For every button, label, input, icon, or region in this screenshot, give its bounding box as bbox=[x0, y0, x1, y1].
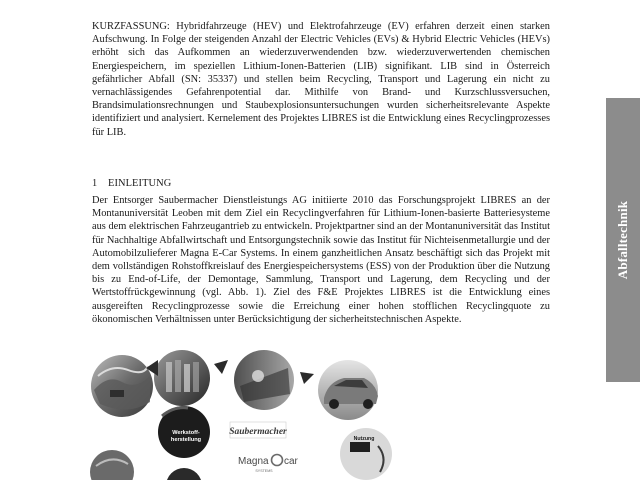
magna-logo-right: car bbox=[284, 456, 298, 467]
werkstoff-label-line1: Werkstoff- bbox=[172, 430, 200, 436]
side-tab-label: Abfalltechnik bbox=[615, 200, 630, 280]
production-photo bbox=[234, 350, 294, 410]
abstract-block bbox=[92, 20, 550, 139]
werkstoff-label-line2: herstellung bbox=[170, 437, 202, 443]
nutzung-node bbox=[340, 428, 392, 480]
magna-ecar-logo bbox=[238, 455, 299, 474]
introduction-text: Der Entsorger Saubermacher Dienstleistungs AG initiierte 2010 das Forschungsprojekt LIBRES an der Montanuniversität Leoben mit dem Ziel ein Recyclingverfahren für Lithium-Ionen-basierte Batteriesysteme aus dem elektrischen Fahrzeugantrieb zu entwickeln. Projektpartner sind an der Montanuniversität das Institut für Nachhaltige Abfallwirtschaft und Entsorgungstechnik sowie das Institut für Nichteisenmetallurgie und der Automobilzulieferer Magna E-Car Systems. In einem ganzheitlichen Ansatz beschäftigt sich das Projekt mit dem vollständigen Rohstoffkreislauf des Energiespeichersystems (ESS) von der Produktion über die Nutzung bis zu End-of-Life, der Demontage, Sammlung, Transport und Lagerung, dem Recycling und der Wertstoffrückgewinnung (vgl. Abb. 1). Ziel des F&E Projektes LIBRES ist die Entwicklung eines ausgereiften Recyclingprozesse sowie die Erreichung einer hohen stofflichen Recyclingquote zu ökonomischen Verhältnissen unter Berücksichtigung der sicherheitstechnischen Aspekte. bbox=[92, 195, 550, 325]
section-number: 1 bbox=[92, 178, 98, 189]
magna-logo-sub: SYSTEMS bbox=[255, 469, 273, 473]
nutzung-label: Nutzung bbox=[353, 436, 375, 442]
saubermacher-logo bbox=[229, 422, 287, 438]
side-tab bbox=[606, 98, 640, 382]
lifecycle-diagram bbox=[88, 346, 418, 480]
section-title: EINLEITUNG bbox=[108, 178, 172, 189]
collection-photo-partial bbox=[166, 468, 202, 480]
electric-car-photo bbox=[318, 360, 378, 420]
section-heading bbox=[92, 177, 171, 190]
magna-logo-left: Magna bbox=[238, 456, 269, 467]
figure-1-lifecycle bbox=[88, 346, 418, 480]
battery-cells-photo bbox=[154, 350, 210, 406]
recycling-photo-partial bbox=[90, 450, 134, 480]
introduction-block bbox=[92, 194, 550, 326]
werkstoffherstellung-node bbox=[158, 406, 210, 458]
saubermacher-logo-text: Saubermacher bbox=[229, 427, 287, 437]
mining-photo-circle bbox=[91, 355, 153, 417]
abstract-text: KURZFASSUNG: Hybridfahrzeuge (HEV) und Elektrofahrzeuge (EV) erfahren derzeit einen starken Aufschwung. In Folge der steigenden Anzahl der Electric Vehicles (EVs) & Hybrid Electric Vehicles (HEVs) erhöht sich das Aufkommen an wiederzuverwendenden bzw. wiederzuverwertenden chemischen Energiespeichern, im speziellen Lithium-Ionen-Batterien (LIB) signifikant. LIB sind in Österreich gefährlicher Abfall (SN: 35337) und stellen beim Recycling, Transport und Lagerung ein nicht zu vernachlässigendes Gefahrenpotential dar. Mithilfe von Brand- und Kurzschlussversuchen, Brandsimulationsrechnungen und Staubexplosionsuntersuchungen wurden sicherheitsrelevante Aspekte identifiziert und analysiert. Kernelement des Projektes LIBRES ist die Entwicklung eines Recyclingprozesses für LIB. bbox=[92, 21, 550, 138]
